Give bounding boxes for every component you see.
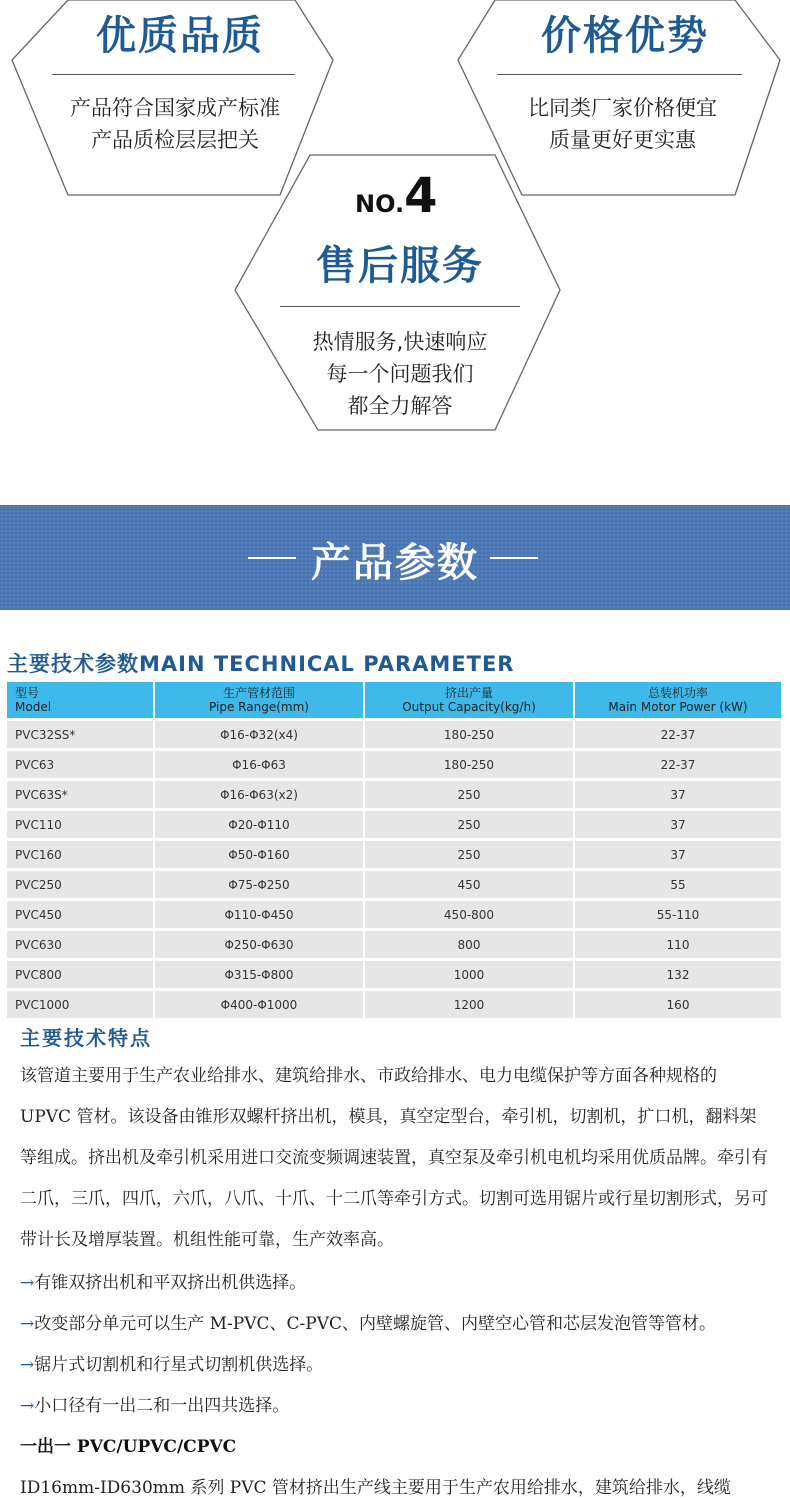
section-banner bbox=[0, 505, 790, 610]
features-paragraph: 该管道主要用于生产农业给排水、建筑给排水、市政给排水、电力电缆保护等方面各种规格的 UPVC 管材。该设备由锥形双螺杆挤出机，模具，真空定型台，牵引机，切割机，扩口机，翻料架等组成。挤出机及牵引机采用进口交流变频调速装置，真空泵及牵引机电机均采用优质品牌。牵引有二爪，三爪，四爪，六爪，八爪、十爪、十二爪等牵引方式。切割可选用锯片或行星切割形式，另可带计长及增厚装置。机组性能可靠，生产效率高。 bbox=[20, 1066, 768, 1250]
table-row bbox=[7, 898, 781, 928]
table-row bbox=[7, 958, 781, 988]
cell-model: PVC800 bbox=[7, 958, 155, 988]
table-heading: 主要技术参数MAIN TECHNICAL PARAMETER bbox=[7, 652, 515, 676]
table-row bbox=[7, 748, 781, 778]
bullet-text: 锯片式切割机和行星式切割机供选择。 bbox=[34, 1355, 324, 1375]
hexagon-quality-title: 优质品质 bbox=[96, 13, 264, 59]
hexagon-quality-line: 产品质检层层把关 bbox=[91, 128, 259, 152]
cell-model: PVC32SS* bbox=[7, 718, 155, 748]
cell-power: 22-37 bbox=[575, 748, 781, 778]
cell-pipe-range: Φ315-Φ800 bbox=[155, 958, 365, 988]
table-row bbox=[7, 838, 781, 868]
number-prefix: NO. bbox=[355, 190, 405, 218]
feature-bullet bbox=[20, 1391, 289, 1416]
cell-pipe-range: Φ16-Φ63(x2) bbox=[155, 778, 365, 808]
cell-output: 250 bbox=[365, 778, 575, 808]
cell-output: 250 bbox=[365, 838, 575, 868]
cell-output: 1000 bbox=[365, 958, 575, 988]
cell-power: 160 bbox=[575, 988, 781, 1018]
hexagon-service-title: 售后服务 bbox=[316, 243, 484, 289]
cell-power: 132 bbox=[575, 958, 781, 988]
cell-power: 37 bbox=[575, 808, 781, 838]
header-en: Output Capacity(kg/h) bbox=[402, 700, 536, 714]
feature-bullet bbox=[20, 1309, 716, 1334]
table-row bbox=[7, 718, 781, 748]
hexagon-price-title: 价格优势 bbox=[541, 13, 709, 59]
bullet-text: 小口径有一出二和一出四共选择。 bbox=[34, 1396, 290, 1416]
cell-pipe-range: Φ50-Φ160 bbox=[155, 838, 365, 868]
cell-output: 450-800 bbox=[365, 898, 575, 928]
cell-output: 180-250 bbox=[365, 718, 575, 748]
header-cn: 挤出产量 bbox=[444, 686, 493, 700]
cell-power: 37 bbox=[575, 778, 781, 808]
cell-power: 55-110 bbox=[575, 898, 781, 928]
table-row bbox=[7, 928, 781, 958]
column-header-pipe-range bbox=[155, 682, 365, 718]
cell-pipe-range: Φ16-Φ63 bbox=[155, 748, 365, 778]
hexagon-service-line: 都全力解答 bbox=[347, 394, 453, 418]
cell-model: PVC250 bbox=[7, 868, 155, 898]
cell-power: 110 bbox=[575, 928, 781, 958]
hexagon-price-line: 质量更好更实惠 bbox=[549, 128, 696, 152]
cell-output: 1200 bbox=[365, 988, 575, 1018]
cell-output: 800 bbox=[365, 928, 575, 958]
product-line-description: ID16mm-ID630mm 系列 PVC 管材挤出生产线主要用于生产农用给排水，建筑给排水，线缆 bbox=[20, 1478, 731, 1498]
header-en: Pipe Range(mm) bbox=[209, 700, 309, 714]
features-heading: 主要技术特点 bbox=[20, 1026, 152, 1050]
header-cn: 型号 bbox=[15, 686, 40, 700]
cell-output: 450 bbox=[365, 868, 575, 898]
cell-pipe-range: Φ110-Φ450 bbox=[155, 898, 365, 928]
header-en: Main Motor Power (kW) bbox=[608, 700, 748, 714]
cell-model: PVC63S* bbox=[7, 778, 155, 808]
cell-output: 180-250 bbox=[365, 748, 575, 778]
cell-power: 37 bbox=[575, 838, 781, 868]
cell-output: 250 bbox=[365, 808, 575, 838]
hexagon-price-line: 比同类厂家价格便宜 bbox=[528, 96, 717, 120]
cell-pipe-range: Φ400-Φ1000 bbox=[155, 988, 365, 1018]
cell-model: PVC110 bbox=[7, 808, 155, 838]
table-header-row bbox=[7, 682, 781, 718]
cell-pipe-range: Φ20-Φ110 bbox=[155, 808, 365, 838]
arrow-right-icon: → bbox=[20, 1396, 35, 1416]
table-row bbox=[7, 868, 781, 898]
parameter-table bbox=[7, 682, 781, 1018]
table-row bbox=[7, 988, 781, 1018]
column-header-motor-power bbox=[575, 682, 781, 718]
cell-pipe-range: Φ16-Φ32(x4) bbox=[155, 718, 365, 748]
arrow-right-icon: → bbox=[20, 1273, 35, 1293]
cell-model: PVC630 bbox=[7, 928, 155, 958]
arrow-right-icon: → bbox=[20, 1355, 35, 1375]
cell-power: 55 bbox=[575, 868, 781, 898]
cell-model: PVC450 bbox=[7, 898, 155, 928]
hexagon-quality-divider bbox=[52, 74, 295, 75]
arrow-right-icon: → bbox=[20, 1314, 35, 1334]
cell-model: PVC1000 bbox=[7, 988, 155, 1018]
hexagon-service-line: 热情服务,快速响应 bbox=[312, 330, 488, 354]
header-cn: 总装机功率 bbox=[647, 686, 708, 700]
header-cn: 生产管材范围 bbox=[222, 686, 295, 700]
hexagon-service-description bbox=[255, 326, 545, 422]
cell-model: PVC160 bbox=[7, 838, 155, 868]
hexagon-service-line: 每一个问题我们 bbox=[326, 362, 474, 386]
number-value: 4 bbox=[404, 168, 438, 224]
cell-pipe-range: Φ250-Φ630 bbox=[155, 928, 365, 958]
banner-right-dash bbox=[490, 557, 538, 559]
column-header-output-capacity bbox=[365, 682, 575, 718]
cell-pipe-range: Φ75-Φ250 bbox=[155, 868, 365, 898]
bullet-text: 有锥双挤出机和平双挤出机供选择。 bbox=[34, 1273, 307, 1293]
feature-hexagons bbox=[0, 0, 790, 470]
header-en: Model bbox=[15, 700, 52, 714]
table-row bbox=[7, 808, 781, 838]
table-row bbox=[7, 778, 781, 808]
bullet-text: 改变部分单元可以生产 M-PVC、C-PVC、内壁螺旋管、内壁空心管和芯层发泡管等管材。 bbox=[34, 1314, 716, 1334]
feature-bullet bbox=[20, 1268, 306, 1293]
hexagon-quality-line: 产品符合国家成产标准 bbox=[70, 96, 280, 120]
cell-model: PVC63 bbox=[7, 748, 155, 778]
feature-bullet bbox=[20, 1350, 323, 1375]
hexagon-price-divider bbox=[497, 74, 742, 75]
banner-title: 产品参数 bbox=[311, 540, 479, 586]
hexagon-service-number bbox=[355, 168, 437, 224]
hexagon-service-divider bbox=[280, 306, 520, 307]
cell-power: 22-37 bbox=[575, 718, 781, 748]
hexagon-quality-description bbox=[30, 92, 320, 156]
product-line-title: 一出一 PVC/UPVC/CPVC bbox=[20, 1437, 237, 1457]
hexagon-price-description bbox=[475, 92, 770, 156]
column-header-model bbox=[7, 682, 155, 718]
